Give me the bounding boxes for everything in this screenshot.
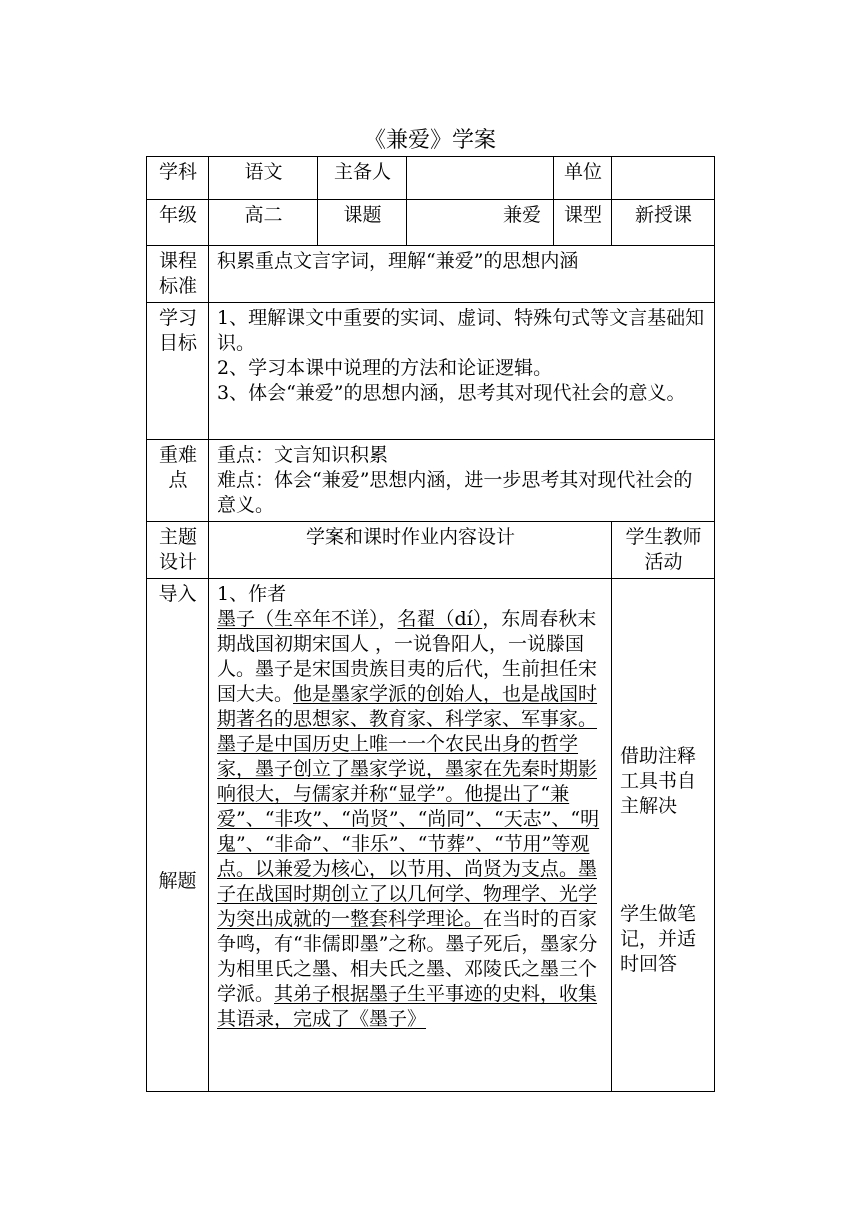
preparer-value xyxy=(407,157,554,200)
grade-label: 年级 xyxy=(147,200,209,246)
author-comma: ， xyxy=(378,608,398,630)
row-keypoints xyxy=(147,440,715,522)
unit-label: 单位 xyxy=(554,157,612,200)
unit-value xyxy=(612,157,715,200)
objectives-label: 学习目标 xyxy=(147,303,209,440)
row-grade xyxy=(147,200,715,246)
author-intro xyxy=(217,608,599,1030)
grade-value: 高二 xyxy=(209,200,318,246)
row-standard xyxy=(147,246,715,303)
objective-item: 3、体会“兼爱”的思想内涵，思考其对现代社会的意义。 xyxy=(217,382,686,404)
objectives-list xyxy=(209,303,715,440)
row-intro xyxy=(147,579,715,1092)
design-col-theme: 主题设计 xyxy=(147,522,209,579)
difficult-point: 难点：体会“兼爱”思想内涵，进一步思考其对现代社会的意义。 xyxy=(217,469,693,516)
mozi-book: 其弟子根据墨子生平事迹的史料，收集其语录，完成了《墨子》 xyxy=(217,983,598,1030)
preparer-label: 主备人 xyxy=(318,157,407,200)
row-subject xyxy=(147,157,715,200)
design-col-activity: 学生教师活动 xyxy=(612,522,715,579)
row-design-header xyxy=(147,522,715,579)
intro-label: 导入 xyxy=(158,583,197,605)
keypoints-label: 重难点 xyxy=(147,440,209,522)
activity-notes xyxy=(612,579,715,1092)
type-value: 新授课 xyxy=(612,200,715,246)
row-objectives xyxy=(147,303,715,440)
document-title: 《兼爱》学案 xyxy=(363,128,496,153)
author-life: 墨子（生卒年不详） xyxy=(217,608,379,630)
standard-text: 积累重点文言字词，理解“兼爱”的思想内涵 xyxy=(209,246,715,303)
keypoints-text xyxy=(209,440,715,522)
key-point: 重点：文言知识积累 xyxy=(217,444,389,466)
topic-value: 兼爱 xyxy=(407,200,554,246)
standard-label: 课程标准 xyxy=(147,246,209,303)
objective-item: 1、理解课文中重要的实词、虚词、特殊句式等文言基础知识。 xyxy=(217,307,705,354)
objective-item: 2、学习本课中说理的方法和论证逻辑。 xyxy=(217,357,553,379)
subject-value: 语文 xyxy=(209,157,318,200)
topic-explain-label: 解题 xyxy=(158,870,197,892)
lesson-plan-table xyxy=(146,156,715,1092)
topic-label: 课题 xyxy=(318,200,407,246)
type-label: 课型 xyxy=(554,200,612,246)
author-achievements: 他是墨家学派的创始人，也是战国时期著名的思想家、教育家、科学家、军事家。墨子是中国历史上唯一一个农民出身的哲学家，墨子创立了墨家学说，墨家在先秦时期影响很大，与儒家并称“显学”。他提出了“兼爱”、“非攻”、“尚贤”、“尚同”、“天志”、“明鬼”、“非命”、“非乐”、“节葬”、“节用”等观点。以兼爱为核心，以节用、尚贤为支点。墨子在战国时期创立了以几何学、物理学、光学为突出成就的一整套科学理论。 xyxy=(217,683,600,930)
mohist-schools: 在当时的百家争鸣，有“非儒即墨”之称。墨子死后，墨家分为相里氏之墨、相夫氏之墨、邓陵氏之墨三个学派。 xyxy=(217,908,598,1005)
author-origin: ，东周春秋末期战国初期宋国人 ，一说鲁阳人，一说滕国人。墨子是宋国贵族目夷的后代，生前担任宋国大夫。 xyxy=(217,608,598,705)
activity-self-study: 借助注释工具书自主解决 xyxy=(620,745,697,817)
design-col-content: 学案和课时作业内容设计 xyxy=(209,522,612,579)
activity-notes-answer: 学生做笔记，并适时回答 xyxy=(620,903,697,975)
intro-content xyxy=(209,579,612,1092)
subject-label: 学科 xyxy=(147,157,209,200)
author-name: 名翟（dí） xyxy=(397,608,483,630)
intro-labels xyxy=(147,579,209,1092)
author-heading: 1、作者 xyxy=(217,583,287,605)
